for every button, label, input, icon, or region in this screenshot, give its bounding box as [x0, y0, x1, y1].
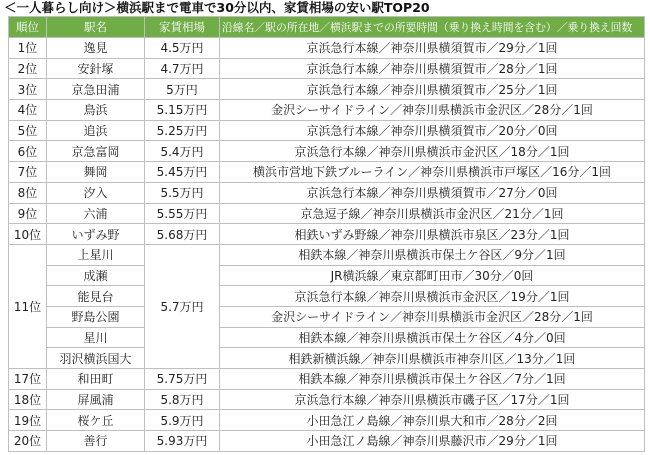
route-detail-cell: 京急逗子線／神奈川県横浜市金沢区／21分／1回 [220, 204, 644, 224]
station-name-cell: いずみ野 [47, 224, 144, 244]
route-detail-cell: 相鉄本線／神奈川県横浜市保土ケ谷区／9分／1回 [220, 245, 644, 265]
station-name-cell: 成瀬 [47, 266, 144, 286]
rank-cell: 10位 [9, 224, 46, 244]
route-detail-cell: 金沢シーサイドライン／神奈川県横浜市金沢区／28分／1回 [220, 100, 644, 120]
rank-cell: 4位 [9, 100, 46, 120]
header-rent: 家賃相場 [145, 17, 219, 37]
header-route-detail: 沿線名／駅の所在地／横浜駅までの所要時間（乗り換え時間を含む）／乗り換え回数 [220, 17, 644, 37]
station-name-cell: 屏風浦 [47, 390, 144, 410]
route-detail-cell: 京浜急行本線／神奈川県横須賀市／28分／1回 [220, 59, 644, 79]
rank-cell: 1位 [9, 38, 46, 58]
rent-cell: 5.75万円 [145, 369, 219, 389]
rent-cell: 5.55万円 [145, 204, 219, 224]
route-detail-cell: JR横浜線／東京都町田市／30分／0回 [220, 266, 644, 286]
rank-cell: 9位 [9, 204, 46, 224]
route-detail-cell: 横浜市営地下鉄ブルーライン／神奈川県横浜市戸塚区／16分／1回 [220, 162, 644, 182]
route-detail-cell: 相鉄いずみ野線／神奈川県横浜市泉区／23分／1回 [220, 224, 644, 244]
station-name-cell: 追浜 [47, 121, 144, 141]
route-detail-cell: 京浜急行本線／神奈川県横浜市金沢区／19分／1回 [220, 286, 644, 306]
route-detail-cell: 京浜急行本線／神奈川県横浜市金沢区／18分／1回 [220, 141, 644, 161]
page-title: ＜一人暮らし向け＞横浜駅まで電車で30分以内、家賃相場の安い駅TOP20 [4, 0, 430, 15]
route-detail-cell: 京浜急行本線／神奈川県横須賀市／27分／0回 [220, 183, 644, 203]
rank-cell: 19位 [9, 410, 46, 430]
station-name-cell: 善行 [47, 431, 144, 451]
header-rank: 順位 [9, 17, 46, 37]
station-name-cell: 野島公園 [47, 307, 144, 327]
rent-cell: 5.68万円 [145, 224, 219, 244]
rent-cell: 5.4万円 [145, 141, 219, 161]
rent-cell: 4.5万円 [145, 38, 219, 58]
rent-cell: 5.9万円 [145, 410, 219, 430]
route-detail-cell: 京浜急行本線／神奈川県横須賀市／29分／1回 [220, 38, 644, 58]
rent-cell: 5.25万円 [145, 121, 219, 141]
route-detail-cell: 京浜急行本線／神奈川県横須賀市／20分／0回 [220, 121, 644, 141]
station-name-cell: 逸見 [47, 38, 144, 58]
station-name-cell: 羽沢横浜国大 [47, 348, 144, 368]
rank-cell: 2位 [9, 59, 46, 79]
rank-cell: 11位 [9, 245, 46, 368]
route-detail-cell: 京浜急行本線／神奈川県横須賀市／25分／1回 [220, 79, 644, 99]
route-detail-cell: 小田急江ノ島線／神奈川県大和市／28分／2回 [220, 410, 644, 430]
station-name-cell: 舞岡 [47, 162, 144, 182]
rent-cell: 5.7万円 [145, 245, 219, 368]
rank-cell: 18位 [9, 390, 46, 410]
station-name-cell: 上星川 [47, 245, 144, 265]
rent-cell: 4.7万円 [145, 59, 219, 79]
route-detail-cell: 相鉄本線／神奈川県横浜市保土ケ谷区／7分／1回 [220, 369, 644, 389]
rent-cell: 5.15万円 [145, 100, 219, 120]
rent-cell: 5.8万円 [145, 390, 219, 410]
ranking-table [8, 16, 645, 452]
station-name-cell: 能見台 [47, 286, 144, 306]
rank-cell: 17位 [9, 369, 46, 389]
rank-cell: 7位 [9, 162, 46, 182]
rank-cell: 5位 [9, 121, 46, 141]
rent-cell: 5万円 [145, 79, 219, 99]
rank-cell: 8位 [9, 183, 46, 203]
header-station: 駅名 [47, 17, 144, 37]
station-name-cell: 和田町 [47, 369, 144, 389]
route-detail-cell: 小田急江ノ島線／神奈川県藤沢市／29分／1回 [220, 431, 644, 451]
route-detail-cell: 相鉄本線／神奈川県横浜市保土ケ谷区／4分／0回 [220, 328, 644, 348]
station-name-cell: 京急田浦 [47, 79, 144, 99]
rank-cell: 20位 [9, 431, 46, 451]
rank-cell: 3位 [9, 79, 46, 99]
station-name-cell: 京急富岡 [47, 141, 144, 161]
rent-cell: 5.93万円 [145, 431, 219, 451]
rent-cell: 5.5万円 [145, 183, 219, 203]
station-name-cell: 星川 [47, 328, 144, 348]
station-name-cell: 安針塚 [47, 59, 144, 79]
station-name-cell: 鳥浜 [47, 100, 144, 120]
station-name-cell: 桜ケ丘 [47, 410, 144, 430]
rank-cell: 6位 [9, 141, 46, 161]
station-name-cell: 汐入 [47, 183, 144, 203]
rent-cell: 5.45万円 [145, 162, 219, 182]
route-detail-cell: 金沢シーサイドライン／神奈川県横浜市金沢区／28分／1回 [220, 307, 644, 327]
route-detail-cell: 京浜急行本線／神奈川県横浜市磯子区／17分／1回 [220, 390, 644, 410]
station-name-cell: 六浦 [47, 204, 144, 224]
route-detail-cell: 相鉄新横浜線／神奈川県横浜市神奈川区／13分／1回 [220, 348, 644, 368]
